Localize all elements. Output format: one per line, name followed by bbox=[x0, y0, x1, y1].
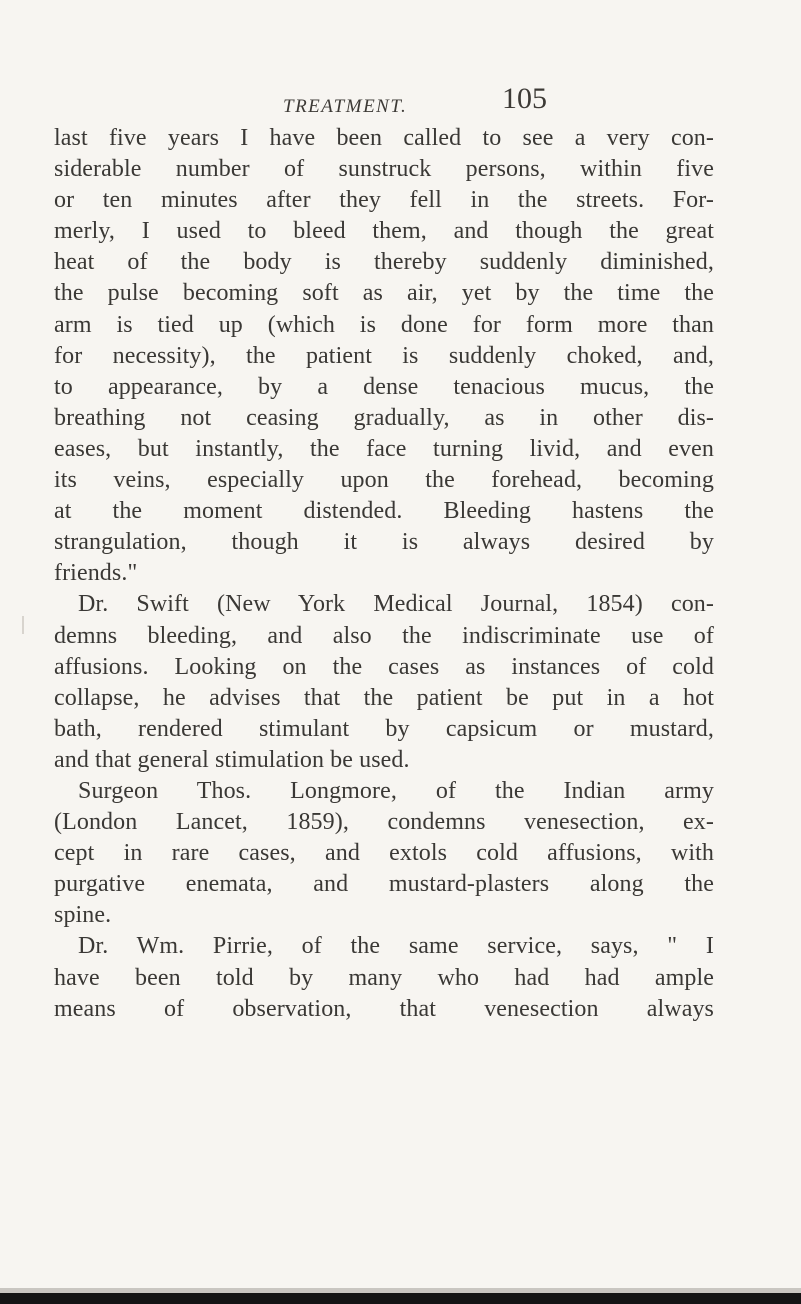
text-line: and that general stimulation be used. bbox=[54, 746, 410, 773]
running-head: TREATMENT. bbox=[283, 96, 408, 117]
text-line: for necessity), the patient is suddenly choked, and, bbox=[54, 342, 714, 369]
text-line: collapse, he advises that the patient be put in a hot bbox=[54, 684, 714, 711]
text-line: last five years I have been called to see a very con- bbox=[54, 125, 714, 151]
text-line: its veins, especially upon the forehead, becoming bbox=[54, 467, 714, 494]
text-line: siderable number of sunstruck persons, within five bbox=[54, 156, 714, 183]
text-line: heat of the body is thereby suddenly diminished, bbox=[54, 249, 714, 276]
page-bottom-edge bbox=[0, 1293, 801, 1304]
text-line: the pulse becoming soft as air, yet by the time the bbox=[54, 280, 714, 307]
text-line: have been told by many who had had ample bbox=[54, 964, 714, 991]
text-line: means of observation, that venesection always bbox=[54, 995, 714, 1022]
text-line: cept in rare cases, and extols cold affusions, with bbox=[54, 840, 714, 867]
text-line: (London Lancet, 1859), condemns venesection, ex- bbox=[54, 809, 714, 836]
text-line: friends." bbox=[54, 560, 138, 587]
text-line: eases, but instantly, the face turning livid, and even bbox=[54, 435, 714, 462]
text-line: demns bleeding, and also the indiscriminate use of bbox=[54, 622, 714, 649]
text-line: Dr. Swift (New York Medical Journal, 1854) con- bbox=[78, 591, 714, 618]
text-line: spine. bbox=[54, 902, 112, 929]
text-line: purgative enemata, and mustard-plasters along the bbox=[54, 871, 714, 898]
text-line: arm is tied up (which is done for form more than bbox=[54, 311, 714, 338]
margin-mark bbox=[22, 616, 24, 634]
text-line: to appearance, by a dense tenacious mucus, the bbox=[54, 373, 714, 400]
text-line: breathing not ceasing gradually, as in other dis- bbox=[54, 404, 714, 431]
page-number: 105 bbox=[502, 82, 547, 115]
text-line: at the moment distended. Bleeding hastens the bbox=[54, 498, 714, 525]
text-line: or ten minutes after they fell in the streets. For- bbox=[54, 187, 714, 214]
text-line: strangulation, though it is always desired by bbox=[54, 529, 714, 556]
text-line: Dr. Wm. Pirrie, of the same service, says, " I bbox=[78, 933, 714, 960]
body-text bbox=[54, 123, 714, 1025]
text-line: Surgeon Thos. Longmore, of the Indian army bbox=[78, 777, 714, 804]
text-line: merly, I used to bleed them, and though the great bbox=[54, 218, 714, 245]
text-line: affusions. Looking on the cases as instances of cold bbox=[54, 653, 714, 680]
text-line: bath, rendered stimulant by capsicum or mustard, bbox=[54, 715, 714, 742]
